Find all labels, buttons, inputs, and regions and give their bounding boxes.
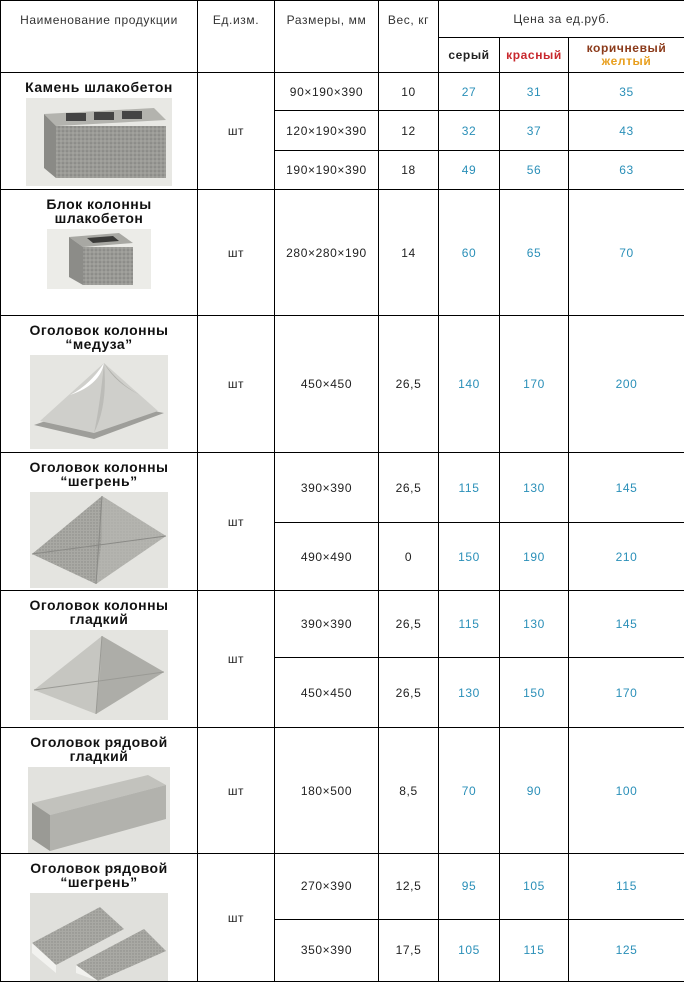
size-cell: 390×390 bbox=[275, 453, 379, 523]
header-colour-red: красный bbox=[500, 38, 569, 73]
smooth-cap-image bbox=[30, 630, 168, 720]
price-grey: 115 bbox=[439, 591, 500, 658]
textured-cap-image bbox=[30, 492, 168, 588]
size-cell: 450×450 bbox=[275, 658, 379, 728]
unit-cell: шт bbox=[198, 190, 275, 316]
weight-cell: 26,5 bbox=[379, 316, 439, 453]
table-row bbox=[1, 190, 684, 316]
product-cell bbox=[1, 854, 198, 982]
size-cell: 90×190×390 bbox=[275, 73, 379, 111]
table-row bbox=[1, 73, 684, 111]
product-name-line1: Оголовок колонны bbox=[1, 460, 197, 474]
size-cell: 270×390 bbox=[275, 854, 379, 920]
table-row bbox=[1, 453, 684, 523]
price-brown: 115 bbox=[569, 854, 684, 920]
size-cell: 390×390 bbox=[275, 591, 379, 658]
product-name: Камень шлакобетон bbox=[1, 80, 197, 94]
size-cell: 120×190×390 bbox=[275, 111, 379, 151]
table-row bbox=[1, 591, 684, 658]
product-name-line2: гладкий bbox=[1, 612, 197, 626]
unit-cell: шт bbox=[198, 591, 275, 728]
weight-cell: 26,5 bbox=[379, 658, 439, 728]
price-brown: 70 bbox=[569, 190, 684, 316]
product-name: Блок колонны шлакобетон bbox=[29, 197, 169, 225]
price-grey: 95 bbox=[439, 854, 500, 920]
weight-cell: 12 bbox=[379, 111, 439, 151]
product-cell bbox=[1, 453, 198, 591]
size-cell: 180×500 bbox=[275, 728, 379, 854]
product-name-line1: Оголовок колонны bbox=[1, 598, 197, 612]
column-block-image bbox=[47, 229, 151, 289]
price-brown: 145 bbox=[569, 453, 684, 523]
header-price: Цена за ед.руб. bbox=[439, 1, 684, 38]
header-weight: Вес, кг bbox=[379, 1, 439, 73]
weight-cell: 10 bbox=[379, 73, 439, 111]
price-red: 130 bbox=[500, 453, 569, 523]
price-grey: 27 bbox=[439, 73, 500, 111]
price-red: 105 bbox=[500, 854, 569, 920]
product-cell bbox=[1, 316, 198, 453]
unit-cell: шт bbox=[198, 73, 275, 190]
price-grey: 105 bbox=[439, 919, 500, 981]
header-name: Наименование продукции bbox=[1, 1, 198, 73]
weight-cell: 8,5 bbox=[379, 728, 439, 854]
unit-cell: шт bbox=[198, 316, 275, 453]
header-size: Размеры, мм bbox=[275, 1, 379, 73]
weight-cell: 26,5 bbox=[379, 591, 439, 658]
product-cell bbox=[1, 73, 198, 190]
size-cell: 350×390 bbox=[275, 919, 379, 981]
weight-cell: 26,5 bbox=[379, 453, 439, 523]
price-red: 37 bbox=[500, 111, 569, 151]
cinder-block-image bbox=[26, 98, 172, 186]
price-brown: 35 bbox=[569, 73, 684, 111]
header-unit: Ед.изм. bbox=[198, 1, 275, 73]
size-cell: 190×190×390 bbox=[275, 151, 379, 190]
price-red: 56 bbox=[500, 151, 569, 190]
price-red: 190 bbox=[500, 523, 569, 591]
size-cell: 450×450 bbox=[275, 316, 379, 453]
product-cell bbox=[1, 591, 198, 728]
product-name-line2: “шегрень” bbox=[1, 474, 197, 488]
price-grey: 150 bbox=[439, 523, 500, 591]
price-grey: 60 bbox=[439, 190, 500, 316]
price-grey: 32 bbox=[439, 111, 500, 151]
table-row bbox=[1, 728, 684, 854]
unit-cell: шт bbox=[198, 728, 275, 854]
price-red: 90 bbox=[500, 728, 569, 854]
price-brown: 63 bbox=[569, 151, 684, 190]
price-grey: 130 bbox=[439, 658, 500, 728]
product-cell bbox=[1, 728, 198, 854]
price-red: 115 bbox=[500, 919, 569, 981]
header-colour-brown-yellow: коричневый желтый bbox=[569, 38, 684, 73]
price-red: 65 bbox=[500, 190, 569, 316]
price-brown: 100 bbox=[569, 728, 684, 854]
price-grey: 140 bbox=[439, 316, 500, 453]
smooth-coping-image bbox=[28, 767, 170, 853]
table-row bbox=[1, 316, 684, 453]
price-brown: 43 bbox=[569, 111, 684, 151]
product-name-line2: “шегрень” bbox=[1, 875, 197, 889]
price-grey: 70 bbox=[439, 728, 500, 854]
product-name-line2: “медуза” bbox=[1, 337, 197, 351]
weight-cell: 0 bbox=[379, 523, 439, 591]
product-cell bbox=[1, 190, 198, 316]
price-red: 170 bbox=[500, 316, 569, 453]
medusa-cap-image bbox=[30, 355, 168, 449]
price-brown: 125 bbox=[569, 919, 684, 981]
product-name-line2: гладкий bbox=[1, 749, 197, 763]
weight-cell: 17,5 bbox=[379, 919, 439, 981]
price-brown: 200 bbox=[569, 316, 684, 453]
product-name-line1: Оголовок колонны bbox=[1, 323, 197, 337]
table-row bbox=[1, 854, 684, 920]
price-grey: 115 bbox=[439, 453, 500, 523]
weight-cell: 12,5 bbox=[379, 854, 439, 920]
textured-coping-image bbox=[30, 893, 168, 981]
price-red: 31 bbox=[500, 73, 569, 111]
price-grey: 49 bbox=[439, 151, 500, 190]
price-brown: 210 bbox=[569, 523, 684, 591]
weight-cell: 14 bbox=[379, 190, 439, 316]
unit-cell: шт bbox=[198, 854, 275, 982]
size-cell: 280×280×190 bbox=[275, 190, 379, 316]
price-brown: 145 bbox=[569, 591, 684, 658]
price-red: 150 bbox=[500, 658, 569, 728]
price-brown: 170 bbox=[569, 658, 684, 728]
product-name-line1: Оголовок рядовой bbox=[1, 735, 197, 749]
header-colour-grey: серый bbox=[439, 38, 500, 73]
price-red: 130 bbox=[500, 591, 569, 658]
product-name-line1: Оголовок рядовой bbox=[1, 861, 197, 875]
unit-cell: шт bbox=[198, 453, 275, 591]
size-cell: 490×490 bbox=[275, 523, 379, 591]
weight-cell: 18 bbox=[379, 151, 439, 190]
